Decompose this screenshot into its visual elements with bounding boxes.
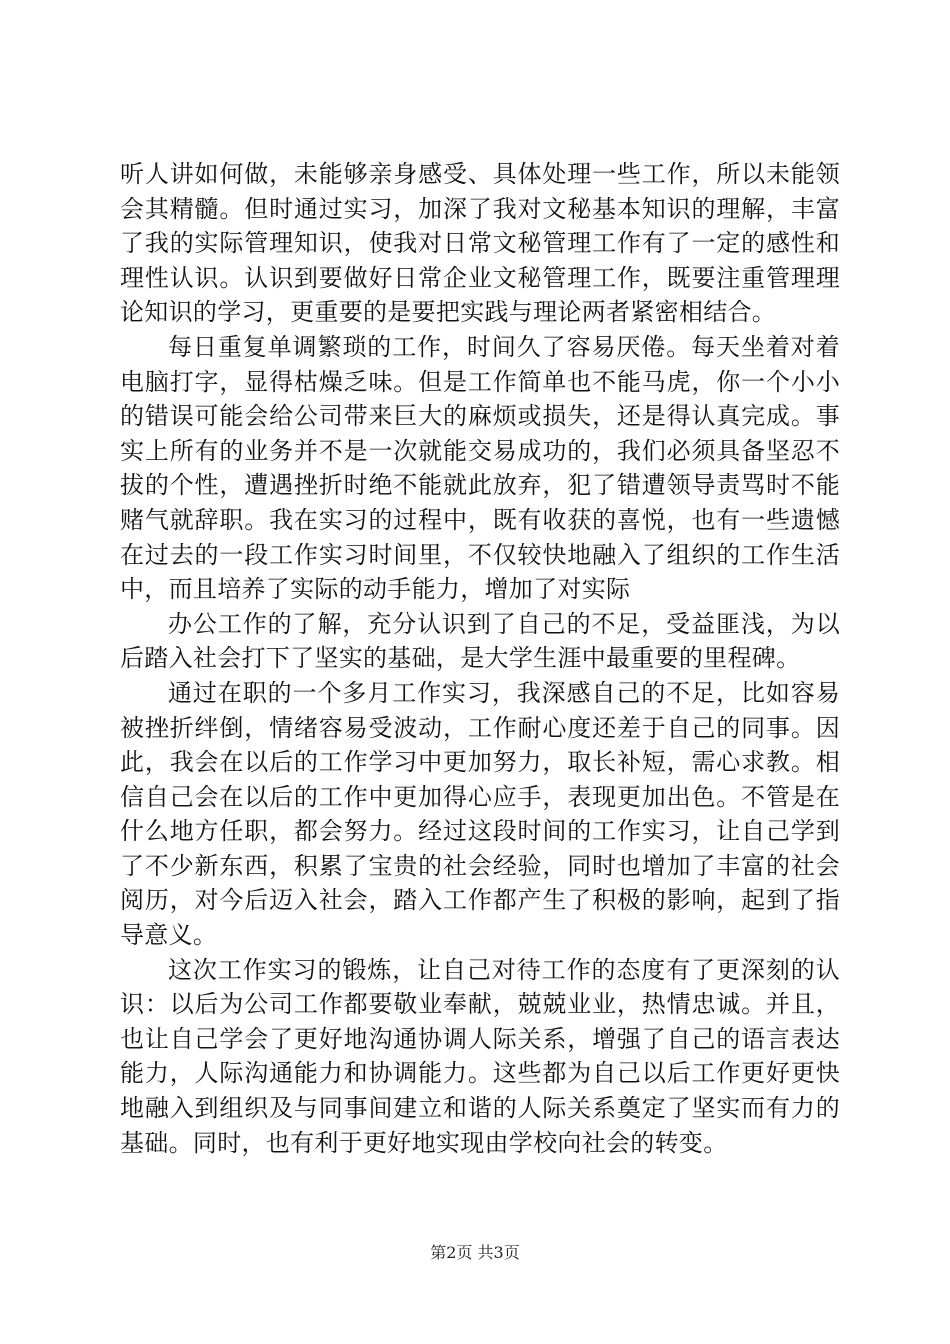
paragraph-conclusion: 这次工作实习的锻炼，让自己对待工作的态度有了更深刻的认识：以后为公司工作都要敬业奉献，兢兢业业，热情忠诚。并且，也让自己学会了更好地沟通协调人际关系，增强了自己的语言表达能力，人际沟通能力和协调能力。这些都为自己以后工作更好更快地融入到组织及与同事间建立和谐的人际关系奠定了坚实而有力的基础。同时，也有利于更好地实现由学校向社会的转变。: [120, 955, 840, 1157]
page-number-footer: 第2页 共3页: [430, 1243, 520, 1262]
paragraph-daily-work: 每日重复单调繁琐的工作，时间久了容易厌倦。每天坐着对着电脑打字，显得枯燥乏味。但是工作简单也不能马虎，你一个小小的错误可能会给公司带来巨大的麻烦或损失，还是得认真完成。事实上所有的业务并不是一次就能交易成功的，我们必须具备坚忍不拔的个性，遭遇挫折时绝不能就此放弃，犯了错遭领导责骂时不能赌气就辞职。我在实习的过程中，既有收获的喜悦，也有一些遗憾在过去的一段工作实习时间里，不仅较快地融入了组织的工作生活中，而且培养了实际的动手能力，增加了对实际: [120, 332, 840, 604]
paragraph-shortcomings: 通过在职的一个多月工作实习，我深感自己的不足，比如容易被挫折绊倒，情绪容易受波动，工作耐心度还差于自己的同事。因此，我会在以后的工作学习中更加努力，取长补短，需心求教。相信自己会在以后的工作中更加得心应手，表现更加出色。不管是在什么地方任职，都会努力。经过这段时间的工作实习，让自己学到了不少新东西，积累了宝贵的社会经验，同时也增加了丰富的社会阅历，对今后迈入社会，踏入工作都产生了积极的影响，起到了指导意义。: [120, 678, 840, 950]
paragraph-office-understanding: 办公工作的了解，充分认识到了自己的不足，受益匪浅，为以后踏入社会打下了坚实的基础，是大学生涯中最重要的里程碑。: [120, 609, 840, 673]
paragraph-continuation: 听人讲如何做，未能够亲身感受、具体处理一些工作，所以未能领会其精髓。但时通过实习，加深了我对文秘基本知识的理解，丰富了我的实际管理知识，使我对日常文秘管理工作有了一定的感性和理性认识。认识到要做好日常企业文秘管理工作，既要注重管理理论知识的学习，更重要的是要把实践与理论两者紧密相结合。: [120, 160, 840, 327]
document-body: [120, 157, 840, 1160]
